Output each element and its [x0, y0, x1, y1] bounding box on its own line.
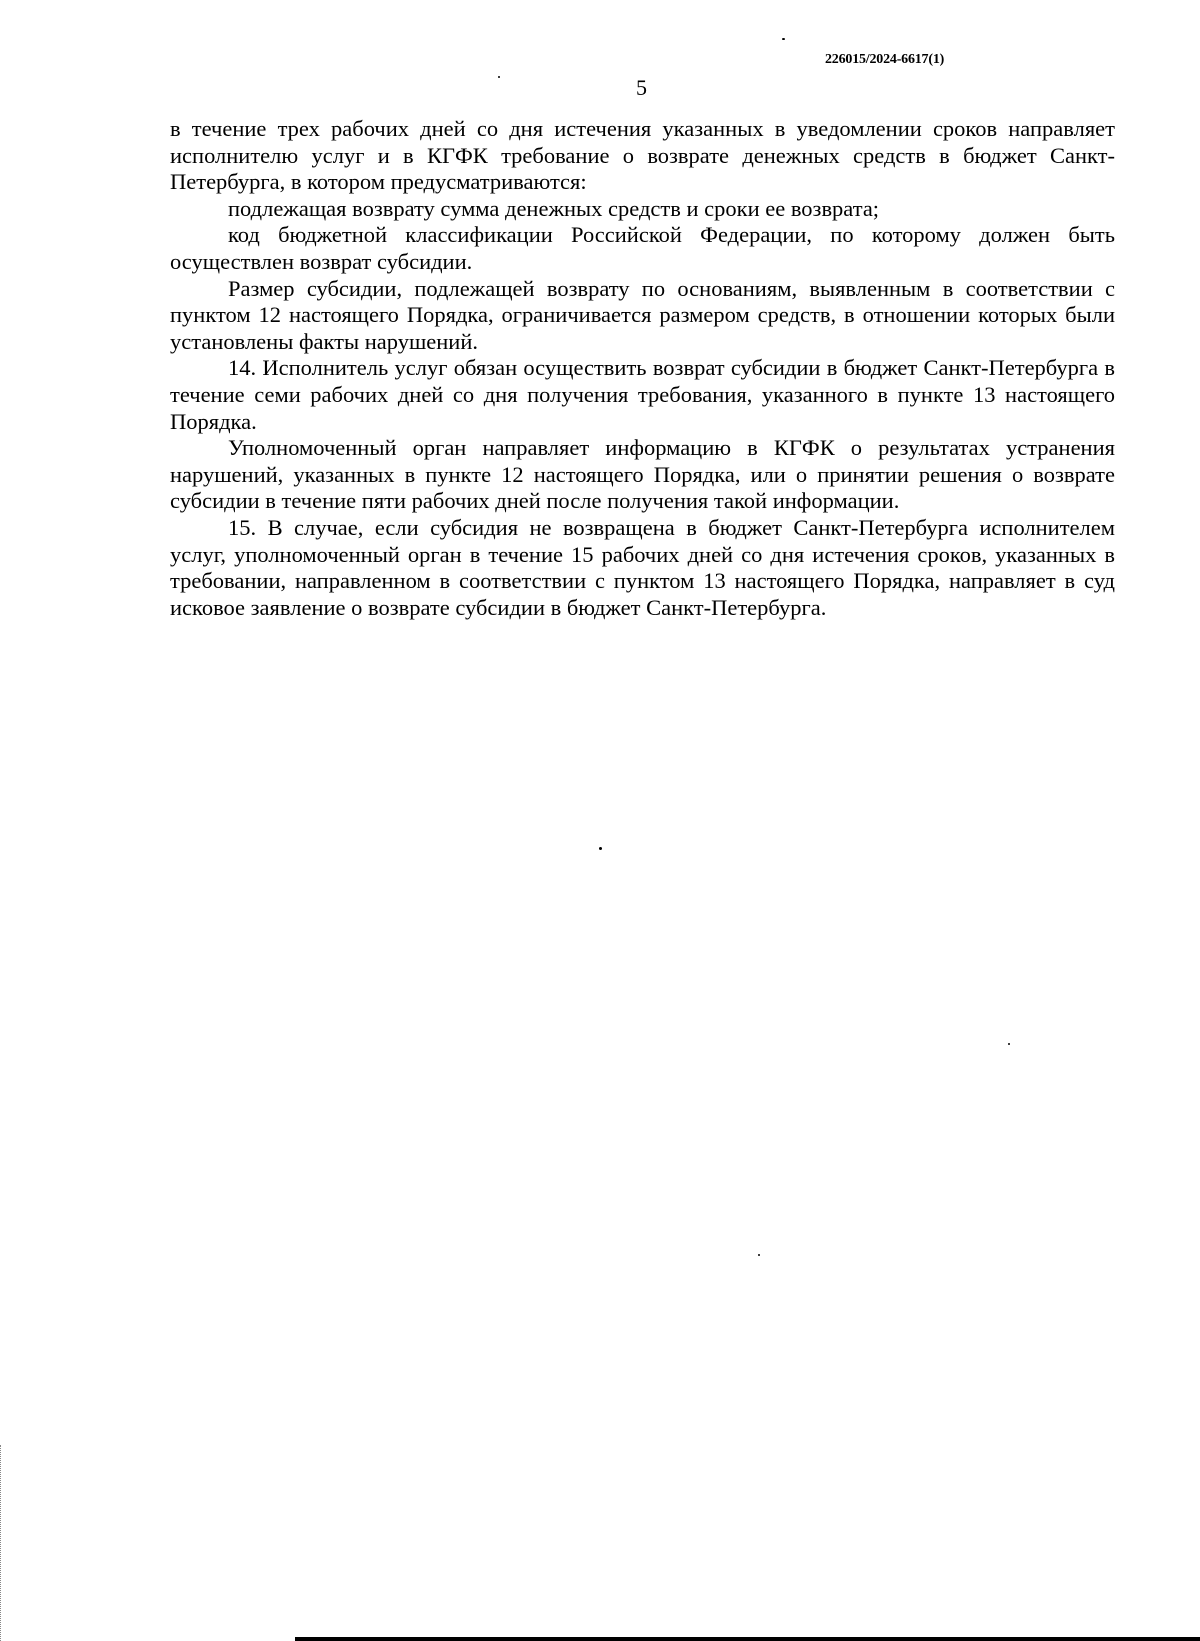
paragraph-1: в течение трех рабочих дней со дня истечения указанных в уведомлении сроков направляет исполнителю услуг и в КГФК требование о возврате денежных средств в бюджет Санкт-Петербурга, в котором предусматриваются: [170, 116, 1115, 195]
paragraph-7: 15. В случае, если субсидия не возвращена в бюджет Санкт-Петербурга исполнителем услуг, уполномоченный орган в течение 15 рабочих дней со дня истечения сроков, указанных в требовании, направленном в соответствии с пунктом 13 настоящего Порядка, направляет в суд исковое заявление о возврате субсидии в бюджет Санкт-Петербурга. [170, 514, 1115, 620]
scan-speck [782, 38, 785, 40]
scan-speck [1008, 1043, 1010, 1045]
paragraph-2: подлежащая возврату сумма денежных средств и сроки ее возврата; [228, 195, 880, 221]
scan-edge-noise [0, 1445, 3, 1641]
document-number: 226015/2024-6617(1) [825, 52, 945, 67]
paragraph-5: 14. Исполнитель услуг обязан осуществить возврат субсидии в бюджет Санкт-Петербурга в течение семи рабочих дней со дня получения требования, указанного в пункте 13 настоящего Порядка. [170, 355, 1115, 434]
scan-speck [599, 847, 602, 850]
scan-speck [758, 1254, 760, 1256]
document-body [170, 116, 1115, 621]
page-number: 5 [636, 75, 647, 100]
scan-bottom-edge [295, 1637, 1200, 1641]
paragraph-3: код бюджетной классификации Российской Федерации, по которому должен быть осуществлен возврат субсидии. [170, 222, 1115, 274]
paragraph-4: Размер субсидии, подлежащей возврату по основаниям, выявленным в соответствии с пунктом 12 настоящего Порядка, ограничивается размером средств, в отношении которых были установлены факты нарушений. [170, 275, 1115, 354]
paragraph-6: Уполномоченный орган направляет информацию в КГФК о результатах устранения нарушений, указанных в пункте 12 настоящего Порядка, или о принятии решения о возврате субсидии в течение пяти рабочих дней после получения такой информации. [170, 435, 1115, 514]
scan-speck [498, 76, 500, 78]
